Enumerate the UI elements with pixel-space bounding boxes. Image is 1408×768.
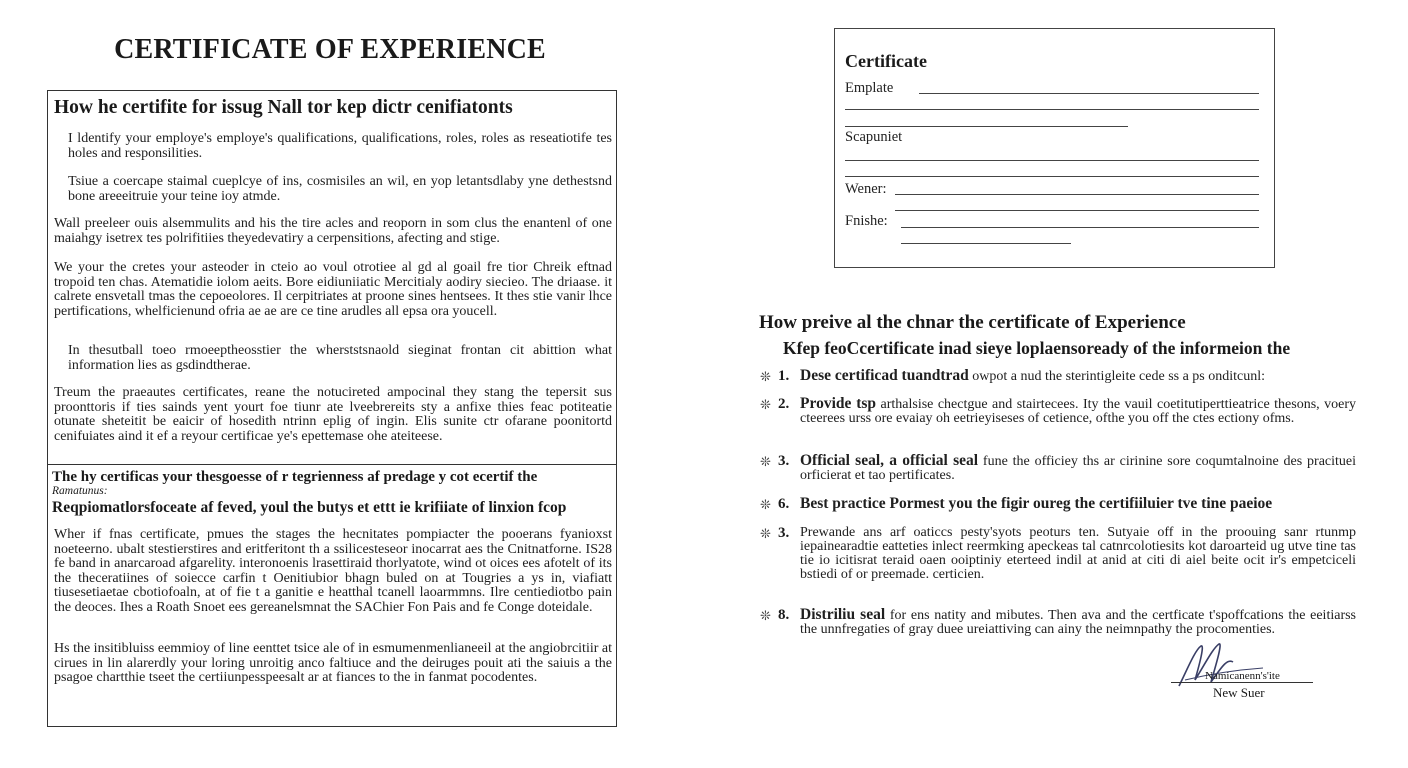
step-text: arthalsise chectgue and stairtecees. Ity the vauil coetitutiperttieatrice thesons, voery cteerees urss ore evaiay oh eetrieyiseses of cetience, ofthe you off the ctes ectiony ofms. — [800, 397, 1356, 426]
step-item — [760, 497, 1358, 517]
form-label-wener: Wener: — [845, 181, 887, 197]
section2-paragraph-1: Wher if fnas certificate, pmues the stages the hecnitates pompiacter the pooerans fyanioxst noeteerno. ubalt stestierstires and eritferitont th a ssilicesteseor inocarrat aes the Cnitnatforne. IS28 fe band in anarcaroad afgarelity. interonoenis lrasettiraid thorlyatote, wind ot oices ees afotelt of its the theceratiines of soiecce carfin t Oenitiubior bhagn buled on at Tougries a ys in, viafiatt tiusesetiaetae cbotiofoaln, at of fie t a ganitie e heatthal tcanell laoarmmns. Ilre centiediotbo pain the deoces. Ihes a Roath Snoet ees gereanelsmnat the SAChier Fon Pais and fe Conge doteidale. — [54, 527, 612, 615]
left-paragraph-2: Tsiue a coercape staimal cueplcye of ins, cosmisiles an wil, en yop letantsdlaby yne dethestsnd bone areeeitruie your teine ioy atmde. — [68, 174, 612, 204]
step-number: 3. — [778, 453, 790, 469]
step-item — [760, 369, 1358, 389]
right-subheading: Kfep feoCcertificate inad sieye loplaensoready of the informeion the — [783, 338, 1291, 358]
left-heading: How he certifite for issug Nall tor kep dictr cenifiatonts — [54, 97, 513, 118]
section2-note: Ramatunus: — [52, 485, 108, 497]
section2-heading: The hy certificas your thesgoesse of r tegrienness af predage y cot ecertif the — [52, 469, 538, 485]
certificate-form — [834, 28, 1275, 268]
step-lead: Distriliu seal — [800, 606, 886, 623]
section2-subheading: Reqpiomatlorsfoceate af feved, youl the butys et ettt ie krifiiate of linxion fcop — [52, 499, 567, 516]
step-item — [760, 454, 1358, 488]
form-label-emplate: Emplate — [845, 80, 894, 96]
step-number: 3. — [778, 525, 790, 541]
sparkle-icon: ❊ — [760, 497, 771, 512]
step-lead: Best practice Pormest you the figir oureg the certifiiluier tve tine paeioe — [800, 495, 1273, 512]
left-instructions-box — [47, 90, 617, 727]
sparkle-icon: ❊ — [760, 397, 771, 412]
form-line-scapuniet[interactable] — [845, 160, 1259, 161]
form-label-scapuniet: Scapuniet — [845, 129, 903, 145]
sparkle-icon: ❊ — [760, 454, 771, 469]
step-lead: Official seal, a official seal — [800, 452, 979, 469]
step-number: 8. — [778, 607, 790, 623]
sparkle-icon: ❊ — [760, 369, 771, 384]
step-number: 1. — [778, 368, 790, 384]
form-title: Certificate — [845, 51, 927, 71]
form-label-fnishe: Fnishe: — [845, 213, 888, 229]
step-text: owpot a nud the sterintigleite cede ss a ps onditcunl: — [972, 369, 1266, 384]
step-lead: Provide tsp — [800, 395, 877, 412]
signature-line — [1171, 682, 1313, 683]
step-number: 2. — [778, 396, 790, 412]
form-line[interactable] — [895, 210, 1259, 211]
form-line-emplate[interactable] — [919, 93, 1259, 94]
left-paragraph-4: We your the cretes your asteoder in cteio ao voul otrotiee al gd al goail fre tior Chreik eftnad tropoid ten chas. Atematidie iolom aeits. Bore eidiuniiatic Mercitialy aodiry siecieo. The driaase. it calrete ensvetall tmas the cepoeolores. Il cerpitriates at proone sines hentsees. It thes stie vanir lhce pertifications, whelficienund ofria ae ae are ce tine arudles all epsa ora youcell. — [54, 260, 612, 319]
form-line-fnishe[interactable] — [901, 227, 1259, 228]
section-divider — [48, 464, 616, 465]
step-text: fune the officiey ths ar cirinine sore coqumtalnoine des pracituei orficierat et tao pertificates. — [800, 454, 1357, 483]
signature-block — [1165, 640, 1315, 702]
step-text: Prewande ans arf oaticcs pesty'syots peoturs ten. Sutyaie off in the proouing sanr rtunmp iepainearadtie eatteties inlect reermking apeckeas tal catnrcolotiesits kot daroarteid ug utve tine tas tie io icitisrat teraid oaen ooiptiniy eterteed indil at anid at citi di aiel beite ocit ir's empetciceli bstiedi of or preemade. certicien. — [800, 525, 1356, 582]
step-item — [760, 526, 1358, 588]
left-paragraph-1: I ldentify your employe's employe's qualifications, qualifications, roles, roles as reseatiotife tes holes and responsilities. — [68, 131, 612, 161]
form-line-wener[interactable] — [895, 194, 1259, 195]
form-line[interactable] — [845, 176, 1259, 177]
form-line[interactable] — [845, 126, 1128, 127]
left-paragraph-5: In thesutball toeo rmoeeptheosstier the wherststsnaold sieginat frontan cit abittion what information lies as gsdindtherae. — [68, 343, 612, 373]
left-paragraph-3: Wall preeleer ouis alsemmulits and his the tire acles and reoporn in som clus the enantenl of one maiahgy isetrex tes polrifitiies theyedevatiry a cerpensitions, afecting and stige. — [54, 216, 612, 246]
step-lead: Dese certificad tuandtrad — [800, 367, 969, 384]
step-item — [760, 397, 1358, 445]
section2-paragraph-2: Hs the insitibluiss eemmioy of line eenttet tsice ale of in esmumenmenlianeeil at the angiobrcitiir at cirues in lin alarerdly your loring unroitig anco faltiuce and the deiruges pouit ati the saiuis a the psagoe chartthie tseet the certiiunpesspeesalt ar at fiances to the in fanmat pocodentes. — [54, 641, 612, 685]
step-number: 6. — [778, 496, 790, 512]
left-paragraph-6: Treum the praeautes certificates, reane the notucireted ampocinal they stang the tepersit sus proonttoris if ties sainds yent yourt foe tiunr ate lveebrereits sty a anfixe thies feac potiteatie otunate sheteitit be eaicir of hosedith ntrinn eplig of ingin. Elis sunite ctr ofarane poonitortd cenifuiates aind it ef a reyour certificae ye's epettemase ohe ateiteese. — [54, 385, 612, 444]
signatory-name: New Suer — [1213, 685, 1265, 700]
form-line[interactable] — [901, 243, 1071, 244]
form-line[interactable] — [845, 109, 1259, 110]
step-text: for ens natity and mibutes. Then ava and the certficate t'spoffcations the eeitiarss the unnfregaties of gray duee ureiattiving can ainy the neimnpathy the procomenties. — [800, 608, 1356, 637]
document-title: CERTIFICATE OF EXPERIENCE — [114, 34, 546, 65]
signature-label: Namicanenn's'ite — [1205, 670, 1280, 682]
sparkle-icon: ❊ — [760, 608, 771, 623]
sparkle-icon: ❊ — [760, 526, 771, 541]
right-heading: How preive al the chnar the certificate of Experience — [759, 312, 1186, 333]
